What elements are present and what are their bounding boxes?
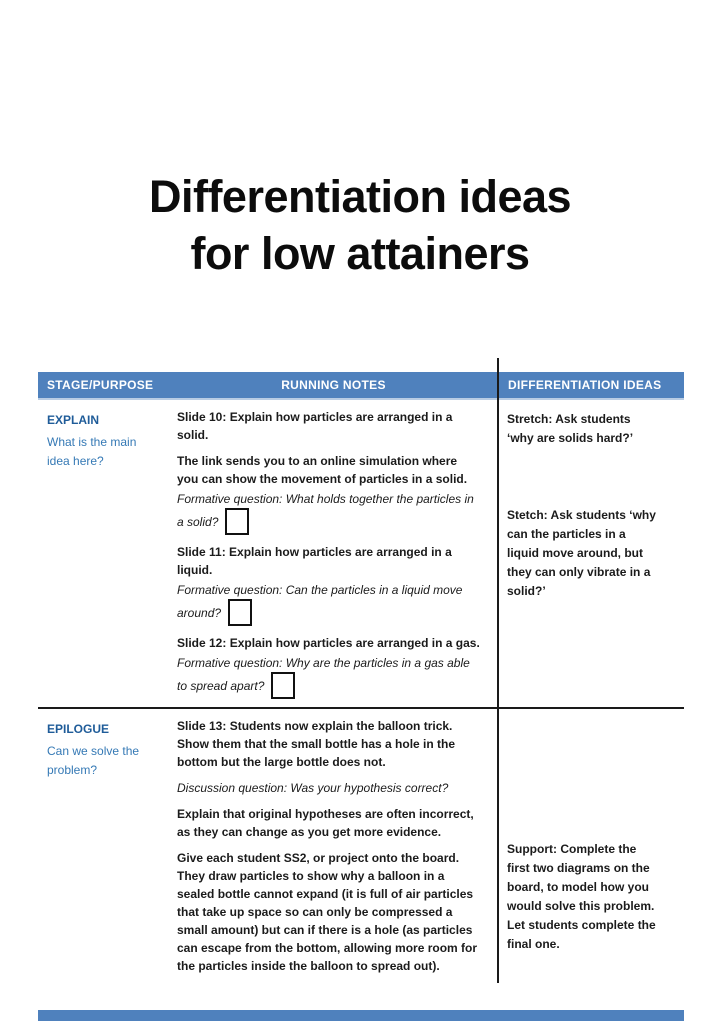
note-formative-question-solid: Formative question: What holds together the particles in a solid? — [177, 490, 481, 535]
lesson-plan-table — [38, 372, 684, 983]
note-hypotheses-incorrect: Explain that original hypotheses are often incorrect, as they can change as you get more evidence. — [177, 807, 474, 839]
stretch-idea-liquid: Stetch: Ask students ‘why can the particles in a liquid move around, but they can only vibrate in a solid?’ — [507, 508, 656, 598]
note-discussion-question: Discussion question: Was your hypothesis correct? — [177, 781, 449, 795]
stage-question: Can we solve the problem? — [47, 744, 140, 777]
column-header-running-notes: RUNNING NOTES — [281, 378, 386, 392]
answer-checkbox-solid[interactable] — [225, 508, 249, 535]
table-header-row — [38, 372, 684, 400]
note-slide-13: Slide 13: Students now explain the balloon trick. Show them that the small bottle has a hole in the bottom but the large bottle does not. — [177, 719, 456, 769]
note-slide-10: Slide 10: Explain how particles are arranged in a solid. — [177, 410, 453, 442]
answer-checkbox-gas[interactable] — [271, 672, 295, 699]
stage-cell-epilogue — [38, 709, 170, 983]
stage-label: EPILOGUE — [47, 722, 110, 736]
note-ss2-balloon: Give each student SS2, or project onto the board. They draw particles to show why a balloon in a sealed bottle cannot expand (it is full of air particles that take up space so can only be compressed a small amount) but can if there is a hole (as particles can escape from the bottom, allowing more room for the particles inside the balloon to spread out). — [177, 851, 478, 973]
stretch-idea-solids: Stretch: Ask students ‘why are solids hard?’ — [507, 412, 634, 445]
running-notes-cell-explain — [170, 400, 497, 707]
next-page-table-strip — [38, 1010, 684, 1021]
page-title-line2: for low attainers — [190, 228, 530, 279]
column-header-differentiation-ideas: DIFFERENTIATION IDEAS — [508, 378, 662, 392]
differentiation-cell-epilogue — [497, 709, 684, 983]
note-link-simulation: The link sends you to an online simulation where you can show the movement of particles in a solid. — [177, 454, 468, 486]
stage-cell-explain — [38, 400, 170, 707]
stage-question: What is the main idea here? — [47, 435, 137, 468]
column-header-stage-purpose: STAGE/PURPOSE — [47, 378, 154, 392]
note-slide-11: Slide 11: Explain how particles are arranged in a liquid. — [177, 545, 452, 577]
support-idea-diagrams: Support: Complete the first two diagrams on the board, to model how you would solve this problem. Let students complete the final one. — [507, 842, 656, 951]
column-divider-line — [497, 358, 499, 983]
differentiation-cell-explain — [497, 400, 684, 707]
page-title — [0, 168, 720, 282]
note-slide-12: Slide 12: Explain how particles are arranged in a gas. — [177, 636, 480, 650]
page-title-line1: Differentiation ideas — [148, 171, 572, 222]
note-formative-question-liquid: Formative question: Can the particles in a liquid move around? — [177, 581, 481, 626]
table-row-explain — [38, 400, 684, 707]
answer-checkbox-liquid[interactable] — [228, 599, 252, 626]
running-notes-cell-epilogue — [170, 709, 497, 983]
note-formative-question-gas: Formative question: Why are the particles in a gas able to spread apart? — [177, 654, 481, 699]
table-row-epilogue — [38, 707, 684, 983]
stage-label: EXPLAIN — [47, 413, 100, 427]
